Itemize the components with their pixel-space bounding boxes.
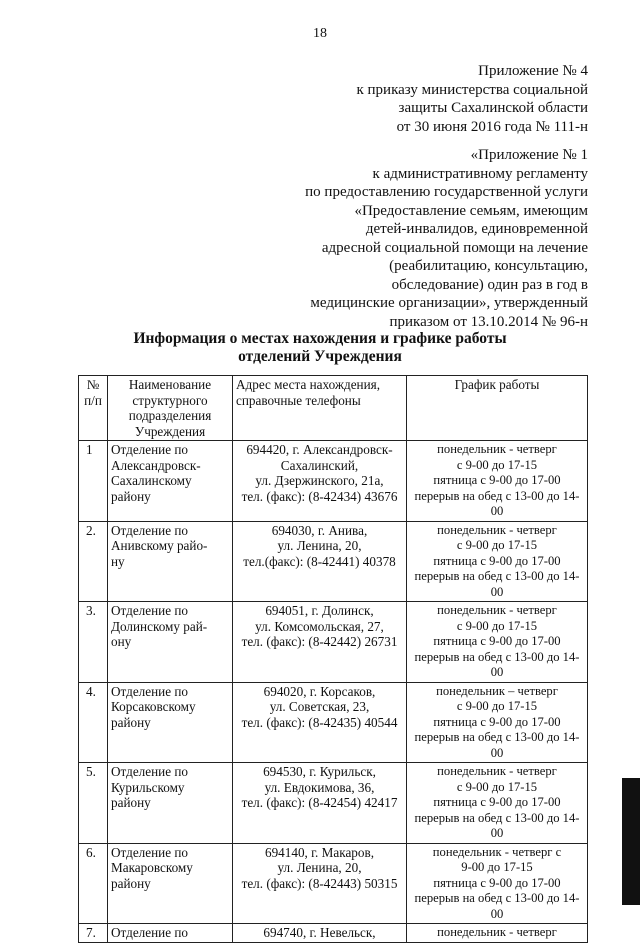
cell-line: Отделение по	[111, 683, 189, 699]
row-address	[233, 521, 407, 602]
row-number: 1	[79, 441, 108, 522]
cell-line: Корсаковскому	[111, 699, 196, 714]
cell-line: ул. Ленина, 20,	[277, 860, 362, 875]
cell-line: перерыв на обед с 13-00 до 14-00	[414, 488, 580, 518]
appendix-4-line: к приказу министерства социальной	[356, 81, 588, 98]
cell-line: Курильскому	[111, 779, 185, 795]
cell-line: пятница с 9-00 до 17-00	[433, 473, 561, 487]
cell-line: пятница с 9-00 до 17-00	[433, 634, 561, 648]
row-number: 3.	[79, 602, 108, 683]
row-name	[108, 602, 233, 683]
cell-line: тел. (факс): (8-42454) 42417	[241, 795, 398, 810]
cell-line: 694140, г. Макаров,	[264, 844, 375, 860]
row-name	[108, 521, 233, 602]
cell-line: Анивскому райо-	[111, 538, 208, 553]
cell-line: понедельник - четверг	[437, 442, 557, 456]
appendix-1-line: медицинские организации», утвержденный	[310, 295, 588, 311]
appendix-1-line: детей-инвалидов, единовременной	[365, 221, 588, 237]
cell-line: пятница с 9-00 до 17-00	[433, 795, 561, 809]
row-schedule	[407, 521, 588, 602]
cell-line: перерыв на обед с 13-00 до 14-00	[414, 649, 580, 679]
cell-line: Долинскому рай-	[111, 618, 208, 634]
cell-line: 694740, г. Невельск,	[263, 925, 376, 940]
cell-line: с 9-00 до 17-15	[456, 457, 538, 472]
cell-line: Александровск-	[111, 457, 201, 473]
cell-line: тел. (факс): (8-42443) 50315	[241, 875, 398, 891]
cell-line: ул. Евдокимова, 36,	[264, 779, 375, 795]
appendix-4-line: от 30 июня 2016 года № 111-н	[396, 118, 588, 135]
cell-line: 9-00 до 17-15	[461, 860, 533, 874]
row-schedule	[407, 682, 588, 763]
binder-clip-edge	[622, 778, 640, 905]
appendix-1-line: приказом от 13.10.2014 № 96-н	[389, 313, 588, 330]
cell-line: Сахалинский,	[280, 457, 359, 473]
cell-line: №	[86, 377, 100, 392]
cell-line: Отделение по	[111, 844, 189, 860]
row-address	[233, 602, 407, 683]
cell-line: тел.(факс): (8-42441) 40378	[243, 553, 396, 569]
table-row	[79, 441, 588, 522]
header-address	[233, 376, 407, 441]
table-row	[79, 602, 588, 683]
cell-line: Учреждения	[134, 423, 206, 439]
cell-line: ул. Ленина, 20,	[277, 538, 362, 553]
title-line: отделений Учреждения	[238, 348, 402, 365]
cell-line: понедельник - четверг	[437, 522, 557, 537]
cell-line: ну	[111, 553, 125, 569]
appendix-1-block	[305, 146, 588, 331]
appendix-4-line: Приложение № 4	[478, 63, 588, 79]
cell-line: 694030, г. Анива,	[271, 522, 368, 538]
cell-line: перерыв на обед с 13-00 до 14-00	[414, 891, 580, 921]
cell-line: Макаровскому	[111, 860, 193, 875]
row-address	[233, 763, 407, 844]
table-row	[79, 763, 588, 844]
row-number: 6.	[79, 843, 108, 924]
cell-line: 694420, г. Александровск-	[246, 442, 393, 457]
cell-line: понедельник - четверг	[437, 603, 557, 617]
cell-line: Отделение по	[111, 925, 189, 940]
header-schedule	[407, 376, 588, 441]
row-address	[233, 682, 407, 763]
cell-line: Наименование	[128, 377, 212, 392]
cell-line: району	[111, 875, 151, 891]
cell-line: Сахалинскому	[111, 473, 192, 488]
cell-line: понедельник - четверг	[437, 925, 557, 939]
cell-line: району	[111, 795, 151, 810]
appendix-1-line: к административному регламенту	[372, 165, 588, 182]
row-name	[108, 843, 233, 924]
table-row	[79, 521, 588, 602]
row-name	[108, 441, 233, 522]
cell-line: Отделение по	[111, 764, 189, 779]
row-address	[233, 924, 407, 943]
cell-line: с 9-00 до 17-15	[456, 699, 538, 713]
header-number	[79, 376, 108, 441]
cell-line: 694020, г. Корсаков,	[263, 683, 376, 699]
cell-line: ону	[111, 634, 132, 649]
cell-line: Отделение по	[111, 603, 189, 618]
row-schedule	[407, 602, 588, 683]
appendix-1-line: «Предоставление семьям, имеющим	[354, 202, 588, 219]
departments-table	[78, 375, 588, 943]
cell-line: справочные телефоны	[236, 392, 361, 408]
row-address	[233, 441, 407, 522]
cell-line: перерыв на обед с 13-00 до 14-00	[414, 730, 580, 760]
cell-line: 694530, г. Курильск,	[263, 764, 376, 779]
cell-line: с 9-00 до 17-15	[456, 538, 538, 552]
table-header-row	[79, 376, 588, 441]
cell-line: понедельник - четверг с	[432, 844, 562, 859]
appendix-1-line: «Приложение № 1	[470, 147, 588, 163]
row-schedule	[407, 763, 588, 844]
cell-line: Отделение по	[111, 522, 189, 538]
appendix-1-line: обследование) один раз в год в	[391, 276, 588, 293]
table-row	[79, 924, 588, 943]
cell-line: ул. Дзержинского, 21а,	[255, 473, 384, 488]
cell-line: п/п	[84, 392, 102, 408]
row-schedule	[407, 924, 588, 943]
row-number: 7.	[79, 924, 108, 943]
row-schedule	[407, 441, 588, 522]
cell-line: пятница с 9-00 до 17-00	[433, 714, 561, 729]
cell-line: тел. (факс): (8-42435) 40544	[241, 714, 398, 730]
cell-line: тел. (факс): (8-42442) 26731	[241, 634, 398, 649]
row-number: 2.	[79, 521, 108, 602]
table-row	[79, 682, 588, 763]
page-number: 18	[313, 26, 327, 41]
header-name	[108, 376, 233, 441]
cell-line: району	[111, 488, 151, 504]
row-number: 4.	[79, 682, 108, 763]
document-title	[0, 330, 640, 366]
cell-line: с 9-00 до 17-15	[456, 779, 538, 794]
row-schedule	[407, 843, 588, 924]
appendix-1-line: адресной социальной помощи на лечение	[321, 239, 588, 256]
row-address	[233, 843, 407, 924]
cell-line: подразделения	[128, 408, 212, 423]
cell-line: пятница с 9-00 до 17-00	[433, 875, 561, 890]
cell-line: ул. Комсомольская, 27,	[255, 618, 384, 634]
cell-line: понедельник – четверг	[436, 683, 558, 698]
cell-line: График работы	[454, 377, 540, 392]
appendix-1-line: (реабилитацию, консультацию,	[389, 258, 588, 274]
row-name	[108, 924, 233, 943]
cell-line: перерыв на обед с 13-00 до 14-00	[414, 810, 580, 840]
title-line: Информация о местах нахождения и графике работы	[133, 330, 507, 347]
cell-line: ул. Советская, 23,	[269, 699, 370, 714]
appendix-4-line: защиты Сахалинской области	[398, 100, 588, 116]
table-row	[79, 843, 588, 924]
cell-line: структурного	[132, 392, 208, 408]
cell-line: перерыв на обед с 13-00 до 14-00	[414, 569, 580, 599]
appendix-4-block	[356, 62, 588, 136]
cell-line: Отделение по	[111, 442, 189, 457]
cell-line: с 9-00 до 17-15	[456, 618, 538, 633]
cell-line: 694051, г. Долинск,	[265, 603, 374, 618]
cell-line: Адрес места нахождения,	[236, 377, 381, 392]
cell-line: тел. (факс): (8-42434) 43676	[241, 488, 398, 504]
row-name	[108, 682, 233, 763]
row-number: 5.	[79, 763, 108, 844]
row-name	[108, 763, 233, 844]
cell-line: району	[111, 714, 151, 730]
cell-line: пятница с 9-00 до 17-00	[433, 553, 561, 568]
appendix-1-line: по предоставлению государственной услуги	[305, 184, 588, 200]
cell-line: понедельник - четверг	[437, 764, 557, 778]
